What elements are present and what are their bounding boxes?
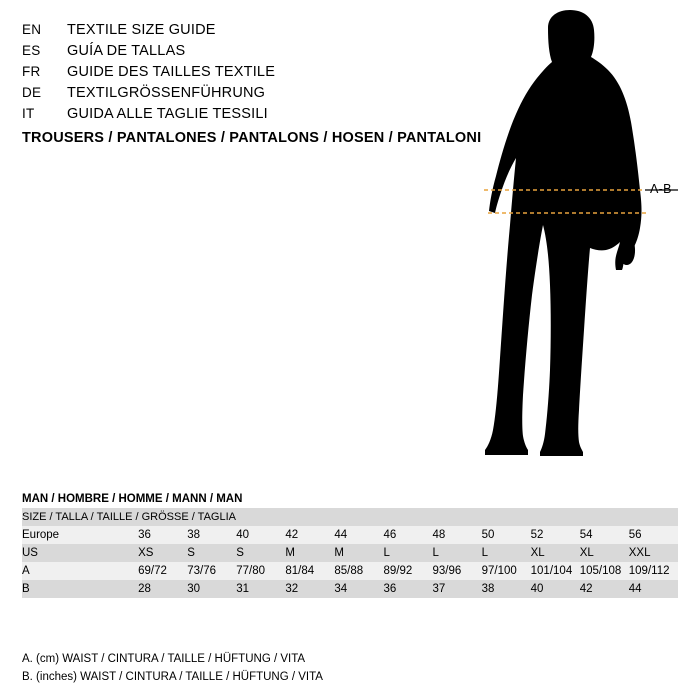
cell-a-6: 93/96 (433, 562, 482, 580)
row-label-us: US (22, 544, 138, 562)
cell-a-7: 97/100 (482, 562, 531, 580)
cell-europe-7: 50 (482, 526, 531, 544)
cell-a-10: 109/112 (629, 562, 678, 580)
waist-measure-overlay (470, 10, 690, 480)
cell-europe-0: 36 (138, 526, 187, 544)
cell-a-3: 81/84 (285, 562, 334, 580)
footnotes-block (22, 650, 323, 686)
section-title-cell: MAN / HOMBRE / HOMME / MANN / MAN (22, 490, 678, 508)
size-table (22, 490, 678, 598)
cell-b-9: 42 (580, 580, 629, 598)
footnote-b: B. (inches) WAIST / CINTURA / TAILLE / HÜFTUNG / VITA (22, 671, 323, 683)
table-row-section-title (22, 490, 678, 508)
cell-europe-3: 42 (285, 526, 334, 544)
cell-a-0: 69/72 (138, 562, 187, 580)
language-text-fr: GUIDE DES TAILLES TEXTILE (67, 64, 276, 80)
cell-a-1: 73/76 (187, 562, 236, 580)
cell-b-8: 40 (531, 580, 580, 598)
cell-b-10: 44 (629, 580, 678, 598)
cell-europe-5: 46 (383, 526, 432, 544)
cell-b-2: 31 (236, 580, 285, 598)
table-row-size-header (22, 508, 678, 526)
cell-us-7: L (482, 544, 531, 562)
row-label-europe: Europe (22, 526, 138, 544)
cell-us-0: XS (138, 544, 187, 562)
cell-a-4: 85/88 (334, 562, 383, 580)
language-code-en: EN (22, 22, 42, 37)
cell-europe-9: 54 (580, 526, 629, 544)
language-text-en: TEXTILE SIZE GUIDE (67, 22, 216, 38)
cell-us-6: L (433, 544, 482, 562)
size-header-cell: SIZE / TALLA / TAILLE / GRÖSSE / TAGLIA (22, 508, 678, 526)
language-row-es (22, 43, 482, 64)
language-row-de (22, 85, 482, 106)
cell-europe-4: 44 (334, 526, 383, 544)
cell-a-9: 105/108 (580, 562, 629, 580)
cell-europe-6: 48 (433, 526, 482, 544)
male-silhouette-figure (470, 10, 690, 480)
cell-a-5: 89/92 (383, 562, 432, 580)
cell-us-8: XL (531, 544, 580, 562)
cell-b-5: 36 (383, 580, 432, 598)
cell-us-2: S (236, 544, 285, 562)
language-code-it: IT (22, 106, 35, 121)
cell-us-4: M (334, 544, 383, 562)
cell-b-4: 34 (334, 580, 383, 598)
language-text-es: GUÍA DE TALLAS (67, 43, 186, 59)
cell-us-5: L (383, 544, 432, 562)
cell-b-1: 30 (187, 580, 236, 598)
language-text-it: GUIDA ALLE TAGLIE TESSILI (67, 106, 268, 122)
language-row-en (22, 22, 482, 43)
language-header-block (22, 22, 482, 127)
row-label-b: B (22, 580, 138, 598)
table-row (22, 580, 678, 598)
language-code-fr: FR (22, 64, 41, 79)
cell-us-1: S (187, 544, 236, 562)
cell-b-7: 38 (482, 580, 531, 598)
measure-label-ab: A-B (650, 182, 672, 196)
cell-a-8: 101/104 (531, 562, 580, 580)
language-row-fr (22, 64, 482, 85)
size-table-wrap (22, 490, 678, 598)
cell-europe-1: 38 (187, 526, 236, 544)
cell-b-0: 28 (138, 580, 187, 598)
cell-us-3: M (285, 544, 334, 562)
cell-b-6: 37 (433, 580, 482, 598)
language-text-de: TEXTILGRÖSSENFÜHRUNG (67, 85, 266, 101)
cell-us-9: XL (580, 544, 629, 562)
row-label-a: A (22, 562, 138, 580)
table-row (22, 544, 678, 562)
cell-europe-10: 56 (629, 526, 678, 544)
table-row (22, 526, 678, 544)
garment-type-line: TROUSERS / PANTALONES / PANTALONS / HOSEN / PANTALONI (22, 130, 482, 146)
cell-a-2: 77/80 (236, 562, 285, 580)
language-row-it (22, 106, 482, 127)
language-code-es: ES (22, 43, 41, 58)
table-row (22, 562, 678, 580)
cell-us-10: XXL (629, 544, 678, 562)
cell-b-3: 32 (285, 580, 334, 598)
cell-europe-8: 52 (531, 526, 580, 544)
cell-europe-2: 40 (236, 526, 285, 544)
footnote-a: A. (cm) WAIST / CINTURA / TAILLE / HÜFTUNG / VITA (22, 653, 306, 665)
language-code-de: DE (22, 85, 42, 100)
